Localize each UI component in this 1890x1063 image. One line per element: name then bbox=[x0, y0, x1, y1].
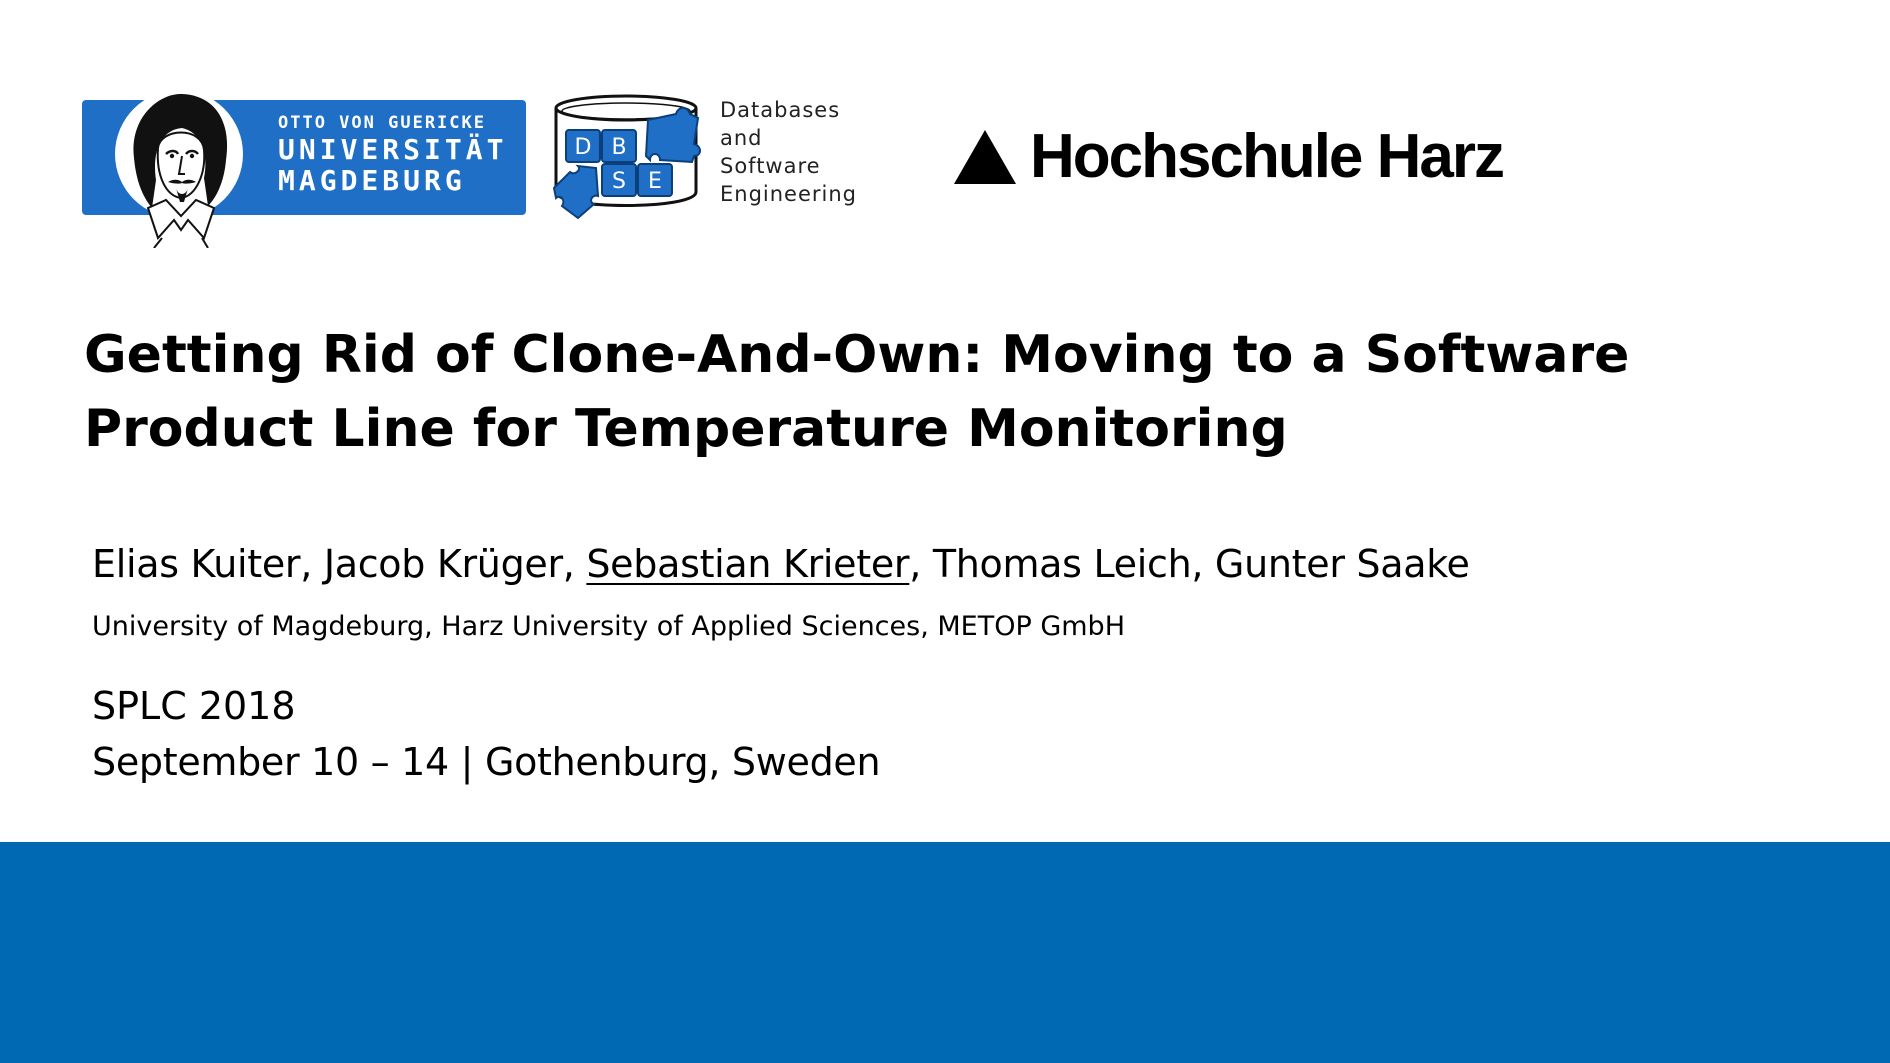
dbse-tile-d: D bbox=[574, 135, 592, 160]
dbse-tile-b: B bbox=[611, 135, 627, 160]
dbse-logo-text bbox=[720, 96, 857, 208]
dbse-text-line-3: Software bbox=[720, 154, 821, 178]
dbse-tile-e: E bbox=[648, 169, 662, 194]
dbse-tile-s: S bbox=[612, 169, 626, 194]
conference-date-location: September 10 – 14 | Gothenburg, Sweden bbox=[92, 740, 881, 784]
dbse-text-line-2: and bbox=[720, 126, 763, 150]
slide-title-line-1: Getting Rid of Clone-And-Own: Moving to a Software bbox=[84, 325, 1630, 385]
author-list bbox=[92, 538, 1470, 590]
guericke-portrait-icon bbox=[104, 88, 254, 248]
dbse-text-line-4: Engineering bbox=[720, 182, 857, 206]
ovgu-line-3: MAGDEBURG bbox=[278, 164, 466, 197]
slide-title bbox=[84, 318, 1784, 466]
conference-name: SPLC 2018 bbox=[92, 684, 296, 728]
authors-after: , Thomas Leich, Gunter Saake bbox=[909, 542, 1470, 586]
slide-title-line-2: Product Line for Temperature Monitoring bbox=[84, 399, 1288, 459]
ovgu-line-1: OTTO VON GUERICKE bbox=[278, 113, 486, 133]
authors-before: Elias Kuiter, Jacob Krüger, bbox=[92, 542, 587, 586]
ovgu-logo bbox=[82, 88, 528, 250]
ovgu-logo-text bbox=[278, 112, 507, 196]
dbse-text-line-1: Databases bbox=[720, 98, 841, 122]
hochschule-harz-name: Hochschule Harz bbox=[1030, 122, 1504, 191]
affiliation: University of Magdeburg, Harz University of Applied Sciences, METOP GmbH bbox=[92, 611, 1126, 642]
triangle-icon bbox=[954, 130, 1016, 184]
dbse-database-icon bbox=[548, 92, 708, 222]
footer-band bbox=[0, 842, 1890, 1063]
hochschule-harz-logo bbox=[954, 122, 1503, 192]
presenting-author: Sebastian Krieter bbox=[586, 542, 910, 586]
ovgu-line-2: UNIVERSITÄT bbox=[278, 133, 508, 166]
